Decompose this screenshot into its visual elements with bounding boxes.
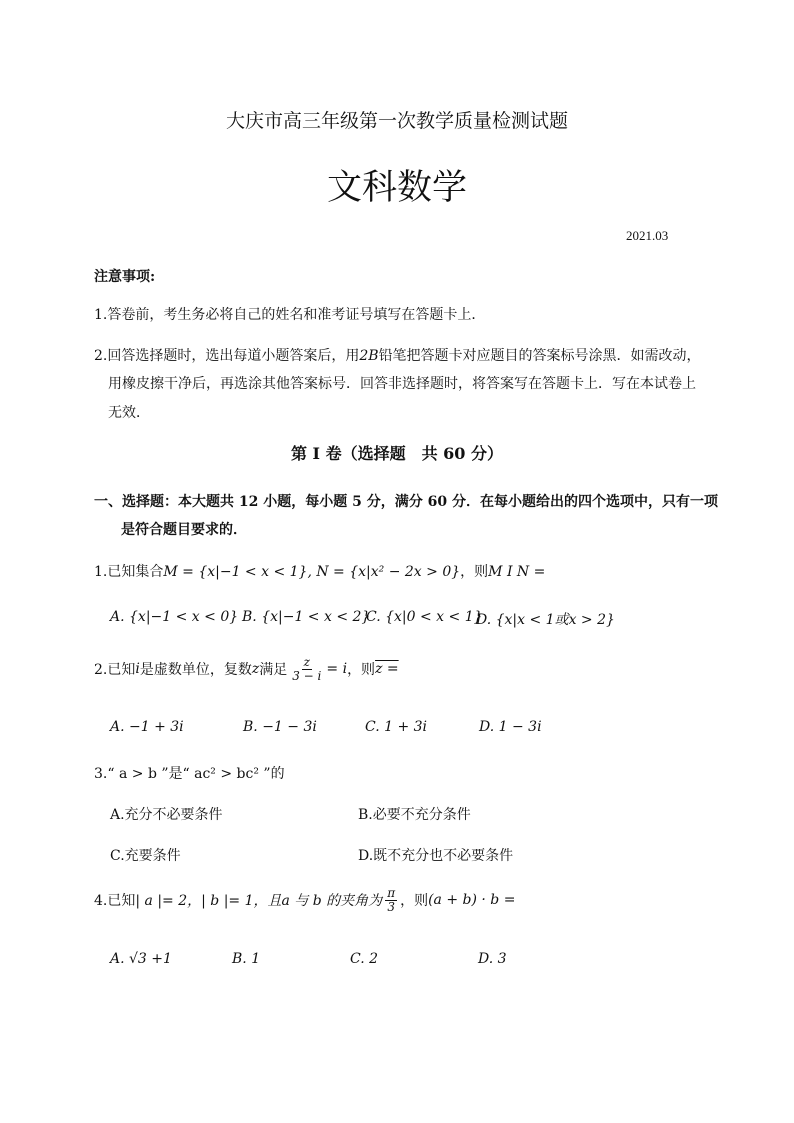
q2-frac-den: 3 − i — [292, 668, 322, 683]
notice-item-2-text-c: 铅笔把答题卡对应题目的答案标号涂黑．如需改动， — [378, 348, 701, 364]
section-title: 第 I 卷（选择题 共 60 分） — [290, 444, 504, 463]
notice-item-1: 1.答卷前，考生务必将自己的姓名和准考证号填写在答题卡上． — [94, 307, 486, 323]
question-1-stem — [94, 561, 545, 581]
q2-i: i — [135, 661, 140, 678]
notice-item-2-line-3: 无效． — [108, 405, 150, 421]
q4-option-c: C. 2 — [350, 951, 379, 967]
q4-expression: (a + b) · b = — [428, 892, 516, 909]
q2-mid: 是虚数单位，复数 — [139, 662, 252, 679]
q1-option-b: B. {x|−1 < x < 2} — [242, 609, 371, 625]
q1-prefix: 1.已知集合 — [94, 564, 164, 580]
q4-frac-num: π — [387, 886, 396, 900]
notice-item-2-pencil: 2B — [359, 348, 379, 364]
notice-item-2-line-2: 用橡皮擦干净后，再选涂其他答案标号．回答非选择题时，将答案写在答题卡上．写在本试卷上 — [108, 376, 696, 392]
question-3-stem: 3.“ a > b ”是“ ac² > bc² ”的 — [94, 766, 285, 782]
q2-prefix: 2.已知 — [94, 662, 136, 679]
q2-suffix: ，则 — [347, 662, 376, 679]
q4-angle-text: a 与 b 的夹角为 — [281, 893, 383, 910]
section-instruction-line-1: 一、选择题：本大题共 12 小题，每小题 5 分，满分 60 分．在每小题给出的四个选项中，只有一项 — [94, 494, 718, 510]
notice-item-2-text-a: 2.回答选择题时，选出每道小题答案后，用 — [94, 348, 360, 364]
notice-heading: 注意事项: — [94, 269, 156, 285]
q1-expression: M I N = — [488, 564, 546, 580]
notice-item-2-line-1 — [94, 345, 701, 365]
question-2-stem — [94, 656, 399, 682]
q3-option-b: B.必要不充分条件 — [358, 807, 471, 823]
q2-option-c: C. 1 + 3i — [365, 719, 428, 735]
q3-option-c: C.充要条件 — [110, 848, 181, 864]
q4-frac-den: 3 — [387, 899, 395, 914]
q2-z: z — [251, 661, 260, 678]
q1-sets: M = {x|−1 < x < 1}, N = {x|x² − 2x > 0} — [163, 564, 461, 580]
section-instruction-line-2: 是符合题目要求的． — [121, 522, 247, 538]
q4-option-a: A. √3 +1 — [110, 951, 172, 967]
q2-option-b: B. −1 − 3i — [243, 719, 317, 735]
subject-title: 文科数学 — [326, 168, 467, 208]
q4-option-d: D. 3 — [478, 951, 507, 967]
question-4-stem — [94, 887, 515, 913]
q2-conjugate: z = — [375, 661, 399, 678]
q4-magnitudes: | a |= 2，| b |= 1，且 — [135, 893, 282, 910]
q3-option-a: A.充分不必要条件 — [110, 807, 223, 823]
q4-fraction — [385, 887, 397, 913]
q2-option-d: D. 1 − 3i — [479, 719, 542, 735]
exam-date: 2021.03 — [626, 228, 669, 243]
q4-suffix: ，则 — [400, 893, 429, 910]
q2-frac-num: z — [303, 655, 310, 669]
exam-title: 大庆市高三年级第一次教学质量检测试题 — [225, 110, 568, 132]
q4-option-b: B. 1 — [232, 951, 261, 967]
q1-option-a: A. {x|−1 < x < 0} — [110, 609, 239, 625]
q4-prefix: 4.已知 — [94, 893, 136, 910]
q2-mid2: 满足 — [259, 662, 288, 679]
q3-option-d: D.既不充分也不必要条件 — [358, 848, 514, 864]
q1-suffix: ，则 — [460, 564, 489, 580]
q1-option-d: D. {x|x < 1或x > 2} — [476, 612, 615, 628]
q2-eq: = i — [326, 661, 348, 678]
q1-option-c: C. {x|0 < x < 1} — [366, 609, 483, 625]
q2-fraction — [290, 656, 323, 682]
q2-option-a: A. −1 + 3i — [110, 719, 184, 735]
